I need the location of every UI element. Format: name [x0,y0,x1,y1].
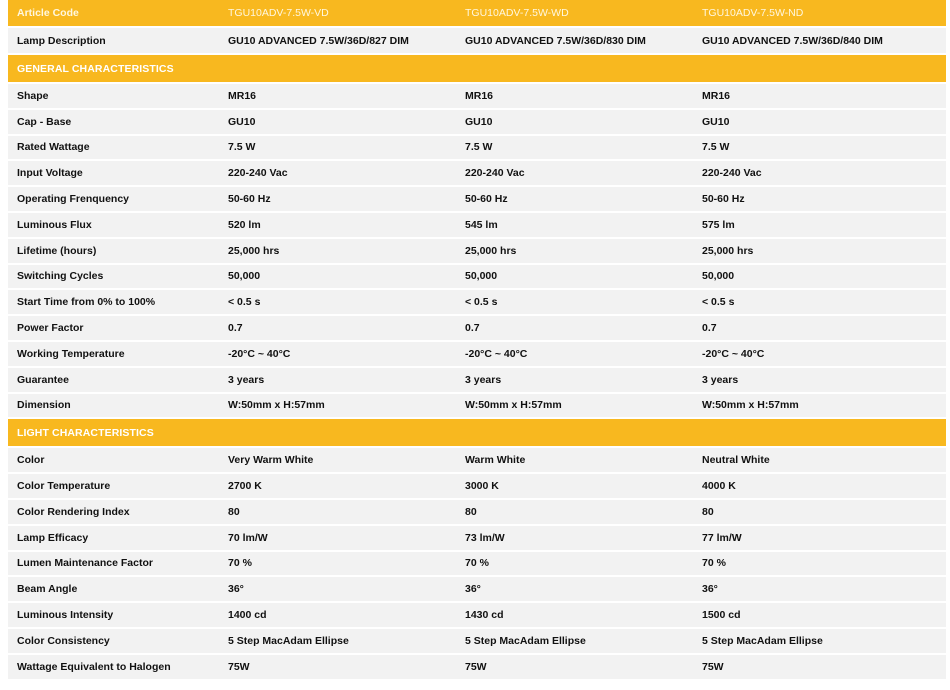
row-value-nd: 50,000 [702,270,735,283]
row-value-wd: 3 years [465,373,502,386]
row-value-wd: 3000 K [465,480,499,493]
row-value-wd: 1430 cd [465,609,504,622]
row-value-nd: W:50mm x H:57mm [702,399,799,412]
row-value-wd: 5 Step MacAdam Ellipse [465,634,586,647]
table-row [8,655,946,681]
row-label: Dimension [17,399,71,412]
row-value-vd: W:50mm x H:57mm [228,399,325,412]
row-value-vd: 7.5 W [228,141,256,154]
table-row [8,110,946,136]
row-value-wd: 70 % [465,557,489,570]
row-label: Operating Frenquency [17,193,130,206]
row-value-wd: 75W [465,660,487,673]
table-row [8,577,946,603]
general-characteristics-header [8,55,946,84]
row-label: Shape [17,89,49,102]
table-row [8,187,946,213]
table-row [8,161,946,187]
table-row [8,603,946,629]
light-characteristics-title: LIGHT CHARACTERISTICS [17,426,154,439]
row-value-vd: 0.7 [228,322,243,335]
row-value-nd: 36° [702,583,718,596]
row-label: Start Time from 0% to 100% [17,296,156,309]
row-label: Wattage Equivalent to Halogen [17,660,171,673]
table-row [8,316,946,342]
row-value-vd: 75W [228,660,250,673]
row-value-nd: 7.5 W [702,141,730,154]
row-value-wd: 50,000 [465,270,498,283]
row-label: Guarantee [17,373,69,386]
row-value-wd: 220-240 Vac [465,167,525,180]
row-value-vd: 3 years [228,373,265,386]
row-value-wd: 36° [465,583,481,596]
row-value-wd: 7.5 W [465,141,493,154]
row-value-nd: -20°C ~ 40°C [702,347,765,360]
row-value-vd: 1400 cd [228,609,267,622]
row-value-nd: 0.7 [702,322,717,335]
row-label: Lamp Efficacy [17,531,89,544]
row-value-vd: 220-240 Vac [228,167,288,180]
lamp-description-row [8,28,946,55]
row-label: Working Temperature [17,347,125,360]
row-value-vd: 70 % [228,557,252,570]
row-value-vd: 5 Step MacAdam Ellipse [228,634,349,647]
row-value-wd: W:50mm x H:57mm [465,399,562,412]
row-value-nd: 575 lm [702,218,735,231]
row-value-nd: < 0.5 s [702,296,735,309]
row-value-nd: 4000 K [702,480,736,493]
row-value-wd: Warm White [465,454,526,467]
row-label: Lumen Maintenance Factor [17,557,153,570]
row-value-nd: 3 years [702,373,739,386]
row-value-wd: < 0.5 s [465,296,498,309]
article-code-vd: TGU10ADV-7.5W-VD [228,7,329,19]
row-value-wd: 73 lm/W [465,531,505,544]
general-characteristics-rows [8,84,946,419]
general-characteristics-title: GENERAL CHARACTERISTICS [17,62,174,75]
row-label: Color Consistency [17,634,110,647]
article-code-wd: TGU10ADV-7.5W-WD [465,7,569,19]
row-value-vd: MR16 [228,89,257,102]
row-value-nd: 25,000 hrs [702,244,754,257]
row-label: Switching Cycles [17,270,104,283]
row-value-wd: 50-60 Hz [465,193,508,206]
row-value-nd: 77 lm/W [702,531,742,544]
lamp-description-nd: GU10 ADVANCED 7.5W/36D/840 DIM [702,34,883,47]
row-value-nd: 1500 cd [702,609,741,622]
row-value-vd: 36° [228,583,244,596]
row-label: Color Rendering Index [17,505,130,518]
row-value-vd: < 0.5 s [228,296,261,309]
table-row [8,84,946,110]
table-row [8,629,946,655]
row-value-vd: 25,000 hrs [228,244,280,257]
article-code-nd: TGU10ADV-7.5W-ND [702,7,804,19]
table-row [8,265,946,291]
table-row [8,394,946,420]
table-row [8,368,946,394]
row-value-vd: GU10 [228,115,256,128]
row-label: Beam Angle [17,583,78,596]
light-characteristics-header [8,419,946,448]
light-characteristics-rows [8,448,946,680]
lamp-description-vd: GU10 ADVANCED 7.5W/36D/827 DIM [228,34,409,47]
row-value-vd: Very Warm White [228,454,314,467]
row-value-wd: 80 [465,505,477,518]
row-value-vd: -20°C ~ 40°C [228,347,291,360]
row-value-nd: Neutral White [702,454,770,467]
table-row [8,136,946,162]
row-value-nd: GU10 [702,115,730,128]
row-label: Rated Wattage [17,141,90,154]
row-value-wd: MR16 [465,89,494,102]
row-value-nd: 50-60 Hz [702,193,745,206]
table-row [8,213,946,239]
row-value-wd: 545 lm [465,218,498,231]
row-value-wd: 0.7 [465,322,480,335]
row-label: Input Voltage [17,167,83,180]
row-label: Power Factor [17,322,84,335]
row-value-vd: 50-60 Hz [228,193,271,206]
row-value-vd: 520 lm [228,218,261,231]
row-value-vd: 50,000 [228,270,261,283]
row-value-nd: 80 [702,505,714,518]
row-label: Lifetime (hours) [17,244,97,257]
row-label: Color [17,454,45,467]
table-row [8,552,946,578]
table-row [8,500,946,526]
lamp-description-label: Lamp Description [17,34,106,47]
row-label: Luminous Intensity [17,609,114,622]
row-value-nd: MR16 [702,89,731,102]
row-value-vd: 2700 K [228,480,262,493]
row-label: Luminous Flux [17,218,92,231]
row-value-wd: 25,000 hrs [465,244,517,257]
row-value-nd: 70 % [702,557,726,570]
table-row [8,342,946,368]
row-label: Cap - Base [17,115,72,128]
row-value-vd: 80 [228,505,240,518]
row-value-nd: 220-240 Vac [702,167,762,180]
article-code-label: Article Code [17,7,79,19]
article-code-header-row [8,0,946,28]
spec-table [8,0,946,681]
row-label: Color Temperature [17,480,111,493]
table-row [8,290,946,316]
row-value-wd: -20°C ~ 40°C [465,347,528,360]
table-row [8,448,946,474]
row-value-nd: 75W [702,660,724,673]
row-value-vd: 70 lm/W [228,531,268,544]
lamp-description-wd: GU10 ADVANCED 7.5W/36D/830 DIM [465,34,646,47]
row-value-nd: 5 Step MacAdam Ellipse [702,634,823,647]
table-row [8,239,946,265]
row-value-wd: GU10 [465,115,493,128]
table-row [8,526,946,552]
table-row [8,474,946,500]
